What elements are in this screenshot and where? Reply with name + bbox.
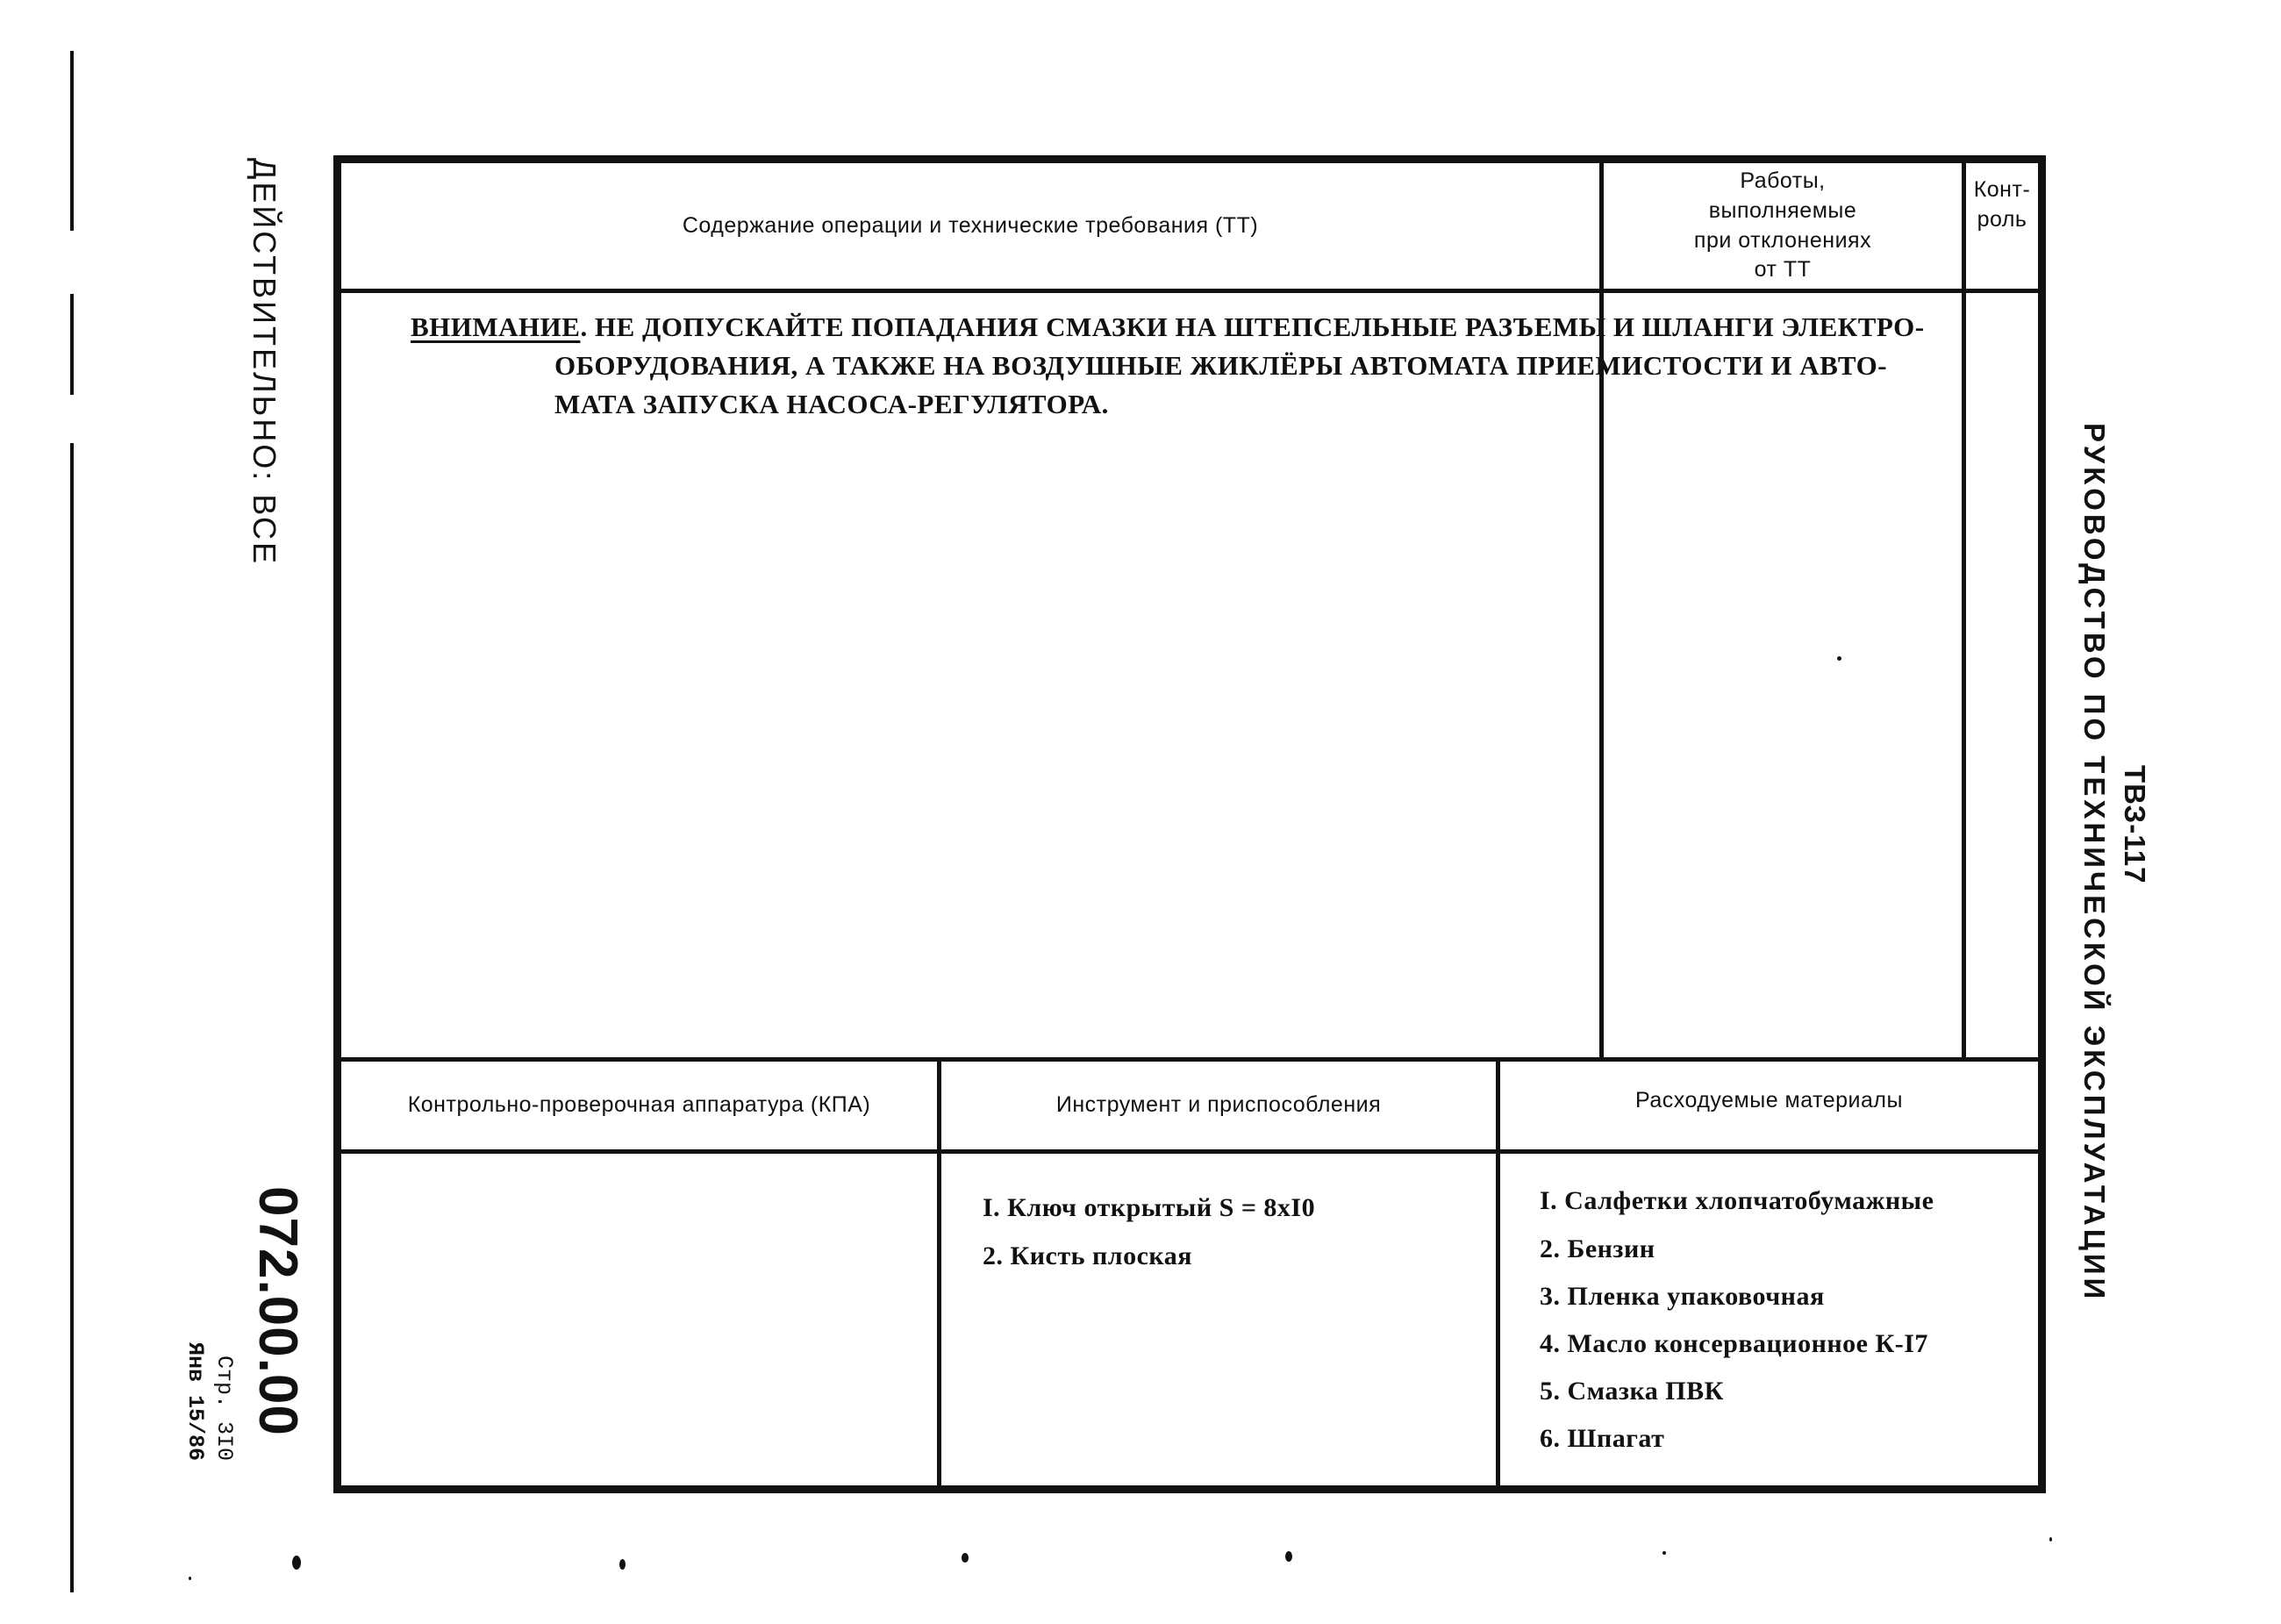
header-divider [333,289,2046,293]
engine-model: ТВЗ-117 [2119,765,2151,884]
binding-line [70,294,74,395]
header-line: Работы, [1740,168,1826,193]
header-line: Конт- [1973,177,2031,202]
material-item: I. Салфетки хлопчатобумажные [1540,1186,1934,1215]
perforation-mark [189,1577,191,1580]
material-item: 2. Бензин [1540,1234,1655,1263]
header-deviation-works [1604,163,1962,289]
column-divider [1599,155,1604,1059]
warning-line-3: МАТА ЗАПУСКА НАСОСА-РЕГУЛЯТОРА. [554,389,1109,419]
header-materials: Расходуемые материалы [1635,1088,1903,1113]
header-tools: Инструмент и приспособления [1055,1092,1382,1118]
binding-line [70,443,74,1592]
header-control [1966,175,2038,246]
bottom-header-divider [333,1149,2046,1154]
validity-label: ДЕЙСТВИТЕЛЬНО: ВСЕ [247,158,282,567]
header-kpa: Контрольно-проверочная аппаратура (КПА) [407,1092,871,1118]
perforation-mark [1285,1551,1292,1562]
warning-line-1 [411,311,1925,343]
revision-date: Янв 15/86 [182,1342,208,1462]
page-number: Стр. 3I0 [211,1356,237,1462]
perforation-mark [2049,1537,2052,1542]
material-item: 6. Шпагат [1540,1424,1665,1453]
scan-artifact [1837,656,1841,661]
header-line: от ТТ [1754,257,1812,283]
material-item: 5. Смазка ПВК [1540,1377,1724,1406]
warning-label: ВНИМАНИЕ [411,311,581,342]
warning-text: . НЕ ДОПУСКАЙТЕ ПОПАДАНИЯ СМАЗКИ НА ШТЕПСЕЛЬНЫЕ РАЗЪЕМЫ И ШЛАНГИ ЭЛЕКТРО- [580,311,1925,342]
header-line: роль [1977,206,2027,232]
column-divider [1962,155,1966,1059]
material-item: 3. Пленка упаковочная [1540,1282,1825,1311]
tool-item: I. Ключ открытый S = 8xI0 [983,1193,1316,1222]
perforation-mark [1662,1551,1666,1555]
header-line: выполняемые [1708,197,1857,223]
doc-code: 072.00.00 [247,1186,308,1436]
perforation-mark [619,1559,626,1570]
manual-title: РУКОВОДСТВО ПО ТЕХНИЧЕСКОЙ ЭКСПЛУАТАЦИИ [2078,423,2111,1303]
tool-item: 2. Кисть плоская [983,1241,1192,1270]
header-content: Содержание операции и технические требования (ТТ) [682,212,1259,238]
material-item: 4. Масло консервационное К-I7 [1540,1329,1928,1358]
binding-line [70,51,74,231]
header-line: при отклонениях [1693,227,1872,253]
perforation-mark [292,1556,301,1570]
perforation-mark [962,1553,969,1563]
warning-line-2: ОБОРУДОВАНИЯ, А ТАКЖЕ НА ВОЗДУШНЫЕ ЖИКЛЁРЫ АВТОМАТА ПРИЕМИСТОСТИ И АВТО- [554,350,1888,381]
